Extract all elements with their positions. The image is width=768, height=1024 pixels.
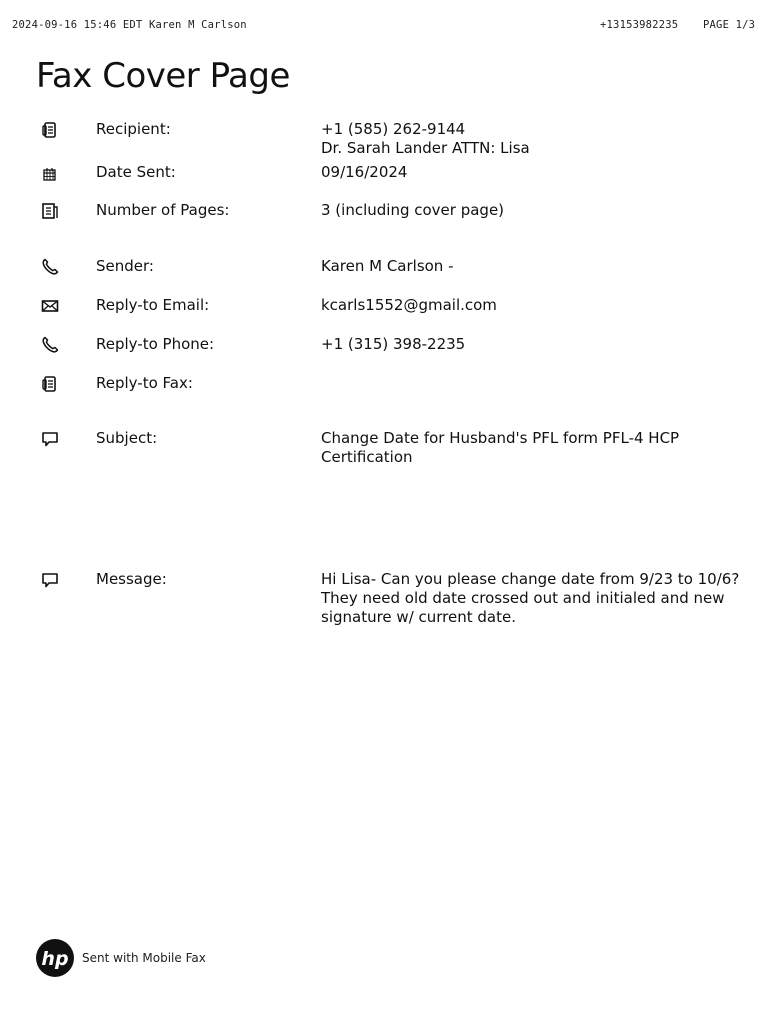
fax-icon bbox=[40, 120, 60, 140]
reply-email-value: kcarls1552@gmail.com bbox=[321, 296, 497, 314]
hp-logo-text: hp bbox=[41, 948, 69, 970]
fax-icon bbox=[40, 374, 60, 394]
sender-value: Karen M Carlson - bbox=[321, 257, 454, 275]
document-icon bbox=[40, 201, 60, 221]
number-of-pages-label: Number of Pages: bbox=[96, 201, 230, 219]
subject-value: Change Date for Husband's PFL form PFL-4 HCP Certification bbox=[321, 429, 680, 466]
recipient-value bbox=[321, 120, 741, 158]
message-label: Message: bbox=[96, 570, 167, 588]
message-value: Hi Lisa- Can you please change date from 9/23 to 10/6? They need old date crossed out and initialed and new signature w/ current date. bbox=[321, 570, 740, 626]
page-title: Fax Cover Page bbox=[36, 56, 290, 96]
envelope-icon bbox=[40, 296, 60, 316]
calendar-icon bbox=[40, 163, 60, 183]
recipient-label: Recipient: bbox=[96, 120, 171, 138]
number-of-pages-value: 3 (including cover page) bbox=[321, 201, 505, 219]
speech-bubble-icon bbox=[40, 570, 60, 590]
recipient-name: Dr. Sarah Lander ATTN: Lisa bbox=[321, 139, 530, 157]
fax-transmission-header bbox=[12, 19, 756, 35]
fax-header-sender-timestamp: 2024-09-16 15:46 EDT Karen M Carlson bbox=[12, 19, 247, 31]
hp-logo bbox=[35, 938, 75, 978]
date-sent-label: Date Sent: bbox=[96, 163, 176, 181]
fax-header-phone: +13153982235 bbox=[600, 19, 679, 31]
fax-header-page-number: PAGE 1/3 bbox=[703, 19, 756, 31]
footer-text: Sent with Mobile Fax bbox=[82, 951, 206, 965]
phone-icon bbox=[40, 257, 60, 277]
sender-label: Sender: bbox=[96, 257, 154, 275]
date-sent-value: 09/16/2024 bbox=[321, 163, 408, 181]
reply-email-label: Reply-to Email: bbox=[96, 296, 210, 314]
subject-label: Subject: bbox=[96, 429, 158, 447]
reply-fax-label: Reply-to Fax: bbox=[96, 374, 193, 392]
reply-phone-value: +1 (315) 398-2235 bbox=[321, 335, 466, 353]
speech-bubble-icon bbox=[40, 429, 60, 449]
reply-phone-label: Reply-to Phone: bbox=[96, 335, 215, 353]
recipient-fax-number: +1 (585) 262-9144 bbox=[321, 120, 466, 138]
phone-icon bbox=[40, 335, 60, 355]
